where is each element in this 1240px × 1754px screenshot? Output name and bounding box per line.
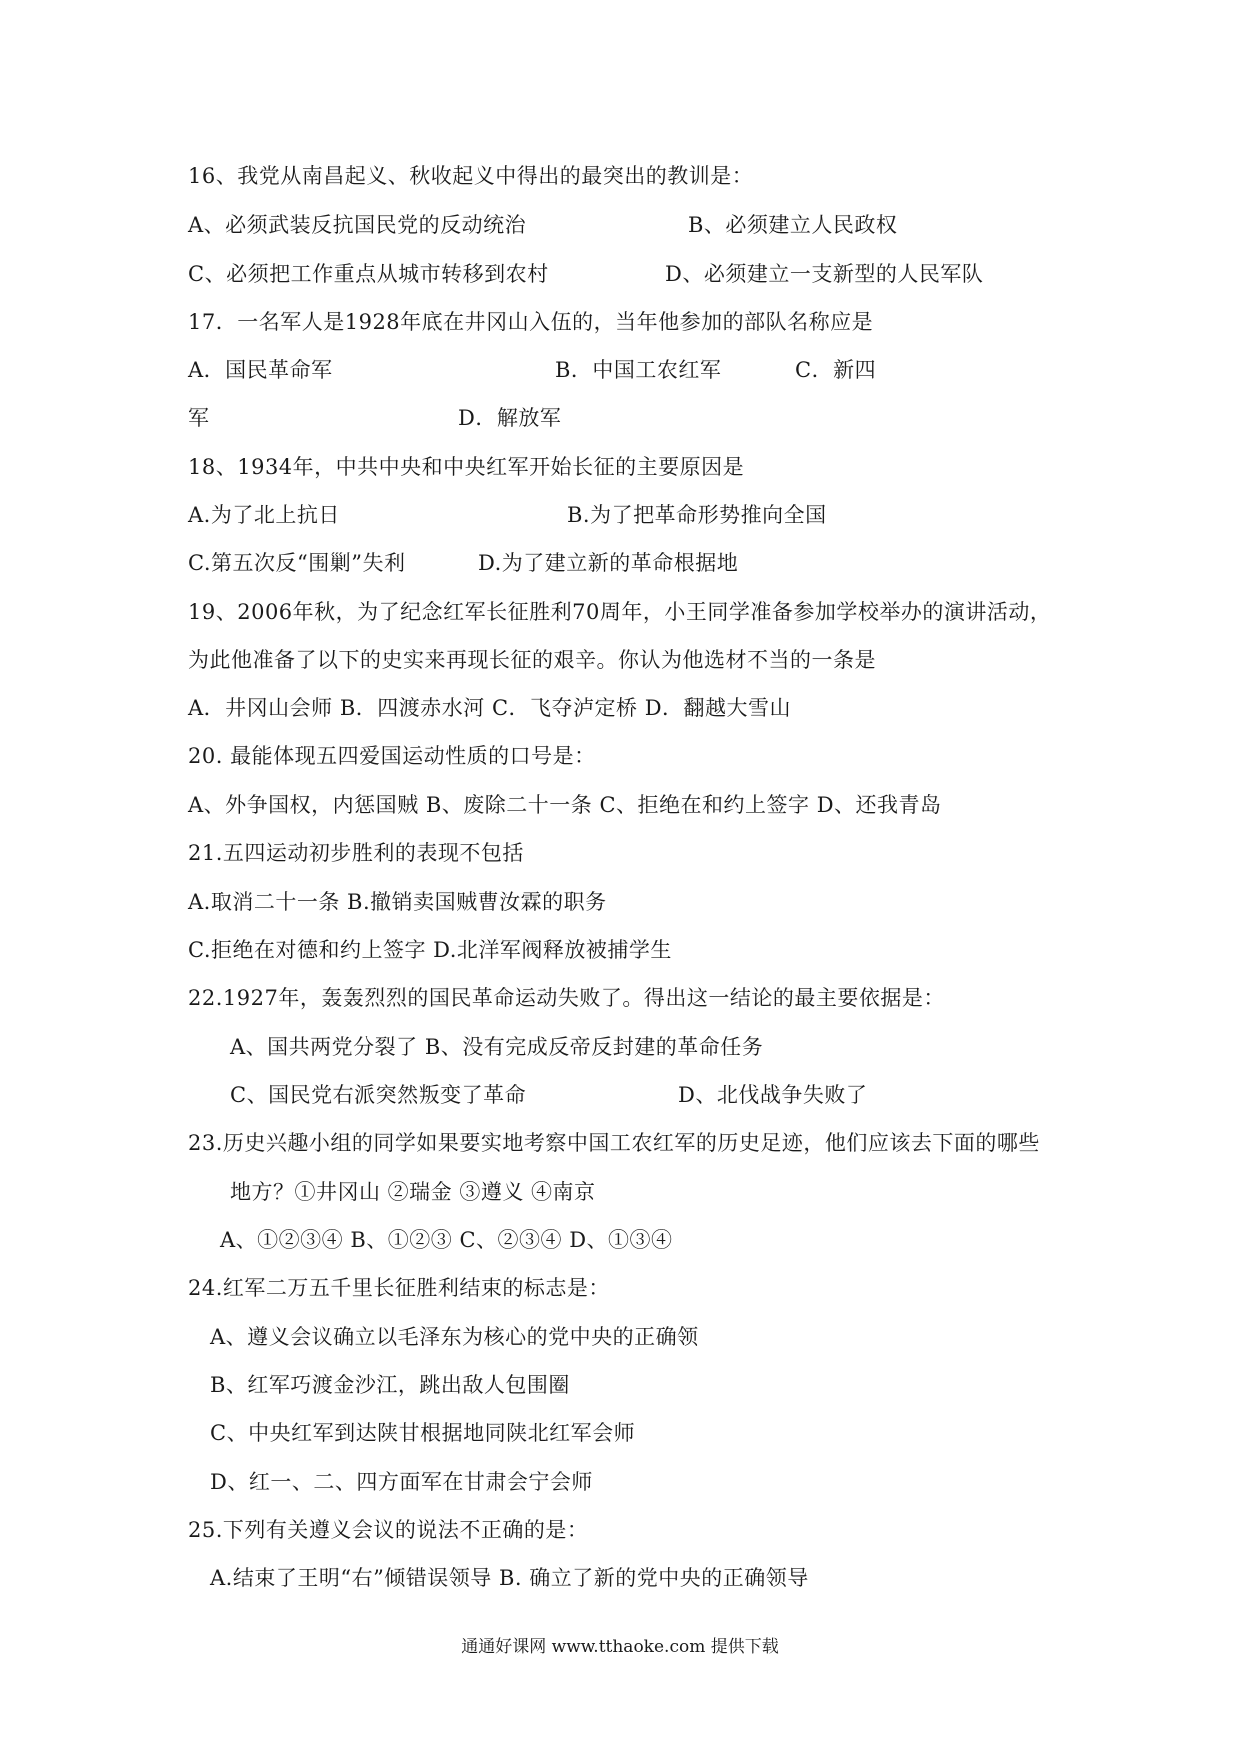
q18-option-d: D.为了建立新的革命根据地	[478, 551, 739, 575]
q25-options-ab: A.结束了王明“右”倾错误领导 B. 确立了新的党中央的正确领导	[210, 1566, 809, 1590]
q16-option-d: D、必须建立一支新型的人民军队	[665, 262, 984, 286]
q24-option-d: D、红一、二、四方面军在甘肃会宁会师	[210, 1470, 593, 1494]
q17-option-d: D．解放军	[458, 406, 562, 430]
q23-stem-line1: 23.历史兴趣小组的同学如果要实地考察中国工农红军的历史足迹，他们应该去下面的哪些	[188, 1131, 1040, 1155]
q22-option-c: C、国民党右派突然叛变了革命	[230, 1083, 527, 1107]
q20-stem: 20. 最能体现五四爱国运动性质的口号是：	[188, 744, 596, 768]
q24-option-a: A、遵义会议确立以毛泽东为核心的党中央的正确领	[210, 1325, 699, 1349]
q16-option-b: B、必须建立人民政权	[688, 213, 898, 237]
q24-stem: 24.红军二万五千里长征胜利结束的标志是：	[188, 1276, 610, 1300]
q23-stem-line2: 地方？①井冈山 ②瑞金 ③遵义 ④南京	[230, 1180, 596, 1204]
q18-stem: 18、1934年，中共中央和中央红军开始长征的主要原因是	[188, 455, 745, 479]
q17-option-b: B．中国工农红军	[555, 358, 722, 382]
q19-options: A．井冈山会师 B．四渡赤水河 C．飞夺泸定桥 D．翻越大雪山	[188, 696, 792, 720]
q19-stem-line2: 为此他准备了以下的史实来再现长征的艰辛。你认为他选材不当的一条是	[188, 648, 876, 672]
q21-stem: 21.五四运动初步胜利的表现不包括	[188, 841, 524, 865]
q17-option-c: C．新四	[795, 358, 877, 382]
q19-stem-line1: 19、2006年秋，为了纪念红军长征胜利70周年，小王同学准备参加学校举办的演讲活动，	[188, 600, 1052, 624]
q20-options: A、外争国权，内惩国贼 B、废除二十一条 C、拒绝在和约上签字 D、还我青岛	[188, 793, 942, 817]
q21-options-ab: A.取消二十一条 B.撤销卖国贼曹汝霖的职务	[188, 890, 607, 914]
q23-options: A、①②③④ B、①②③ C、②③④ D、①③④	[220, 1228, 673, 1252]
q16-option-a: A、必须武装反抗国民党的反动统治	[188, 213, 527, 237]
q16-stem: 16、我党从南昌起义、秋收起义中得出的最突出的教训是：	[188, 164, 754, 188]
q24-option-c: C、中央红军到达陕甘根据地同陕北红军会师	[210, 1421, 636, 1445]
q22-option-d: D、北伐战争失败了	[678, 1083, 868, 1107]
q17-option-c-continued: 军	[188, 406, 210, 430]
q16-option-c: C、必须把工作重点从城市转移到农村	[188, 262, 549, 286]
page-footer: 通通好课网 www.tthaoke.com 提供下载	[461, 1637, 779, 1657]
q22-stem: 22.1927年，轰轰烈烈的国民革命运动失败了。得出这一结论的最主要依据是：	[188, 986, 945, 1010]
q17-stem: 17．一名军人是1928年底在井冈山入伍的，当年他参加的部队名称应是	[188, 310, 874, 334]
q25-stem: 25.下列有关遵义会议的说法不正确的是：	[188, 1518, 589, 1542]
q22-options-ab: A、国共两党分裂了 B、没有完成反帝反封建的革命任务	[230, 1035, 764, 1059]
q18-option-a: A.为了北上抗日	[188, 503, 340, 527]
q21-options-cd: C.拒绝在对德和约上签字 D.北洋军阀释放被捕学生	[188, 938, 672, 962]
q18-option-b: B.为了把革命形势推向全国	[567, 503, 827, 527]
q17-option-a: A．国民革命军	[188, 358, 333, 382]
q24-option-b: B、红军巧渡金沙江，跳出敌人包围圈	[210, 1373, 570, 1397]
q18-option-c: C.第五次反“围剿”失利	[188, 551, 406, 575]
